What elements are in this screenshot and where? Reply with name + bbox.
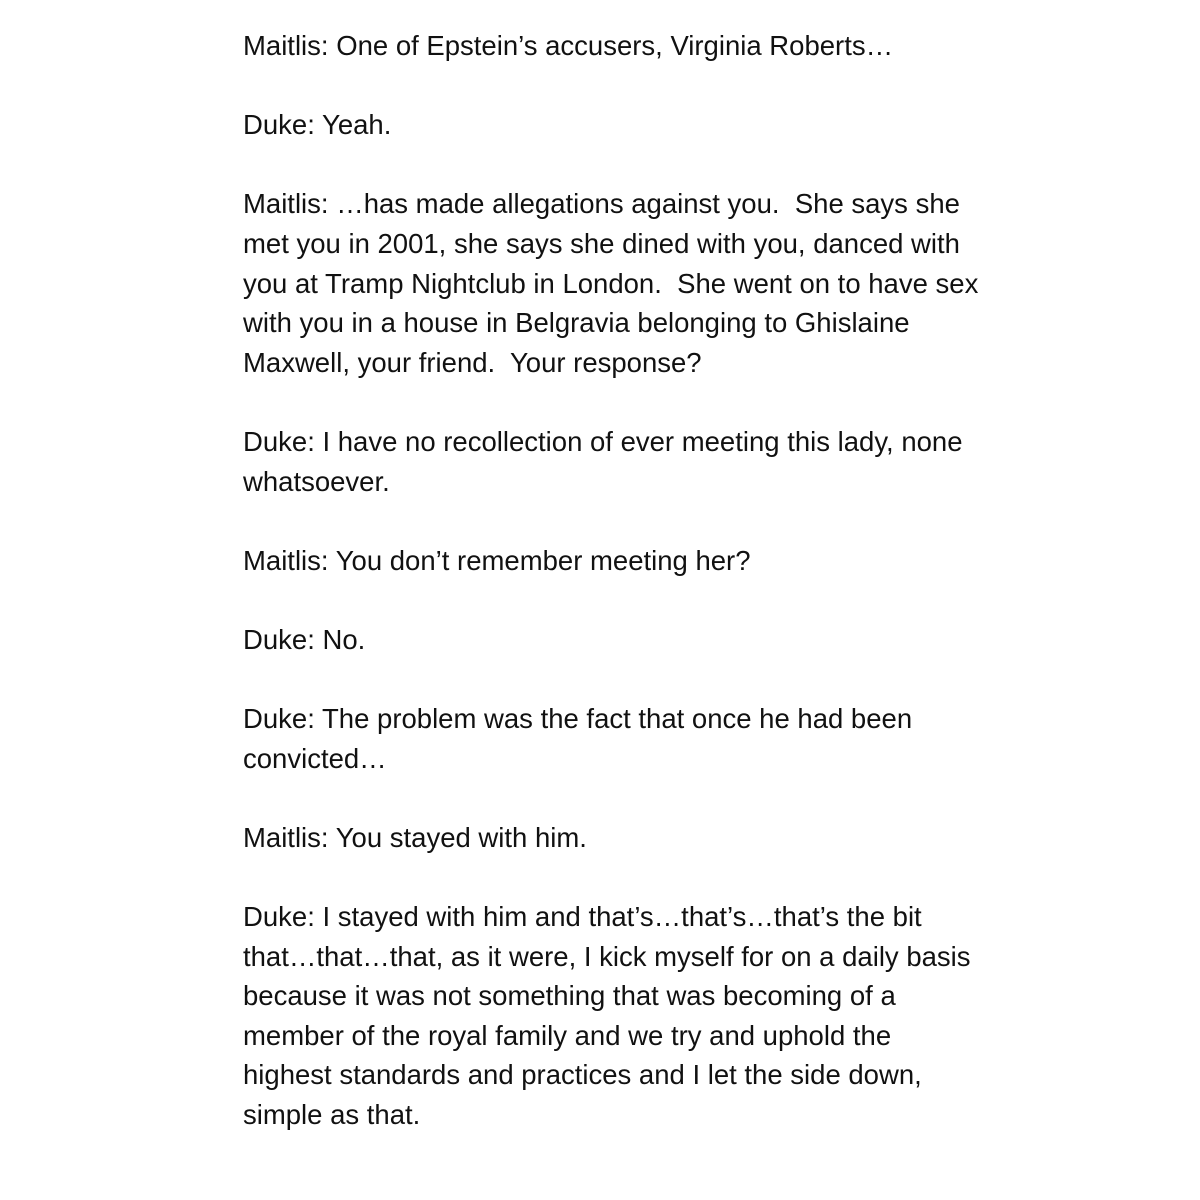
transcript-paragraph: Duke: I stayed with him and that’s…that’s…that’s the bit that…that…that, as it were, I kick myself for on a daily basis because it was not something that was becoming of a member of the royal family and we try and uphold the highest standards and practices and I let the side down, simple as that. bbox=[243, 901, 979, 1131]
transcript-paragraph: Maitlis: …has made allegations against you. She says she met you in 2001, she says she dined with you, danced with you at Tramp Nightclub in London. She went on to have sex with you in a house in Belgravia belonging to Ghislaine Maxwell, your friend. Your response? bbox=[243, 188, 986, 378]
spoken-text: I stayed with him and that’s…that’s…that’s the bit that…that…that, as it were, I kick myself for on a daily basis because it was not something that was becoming of a member of the royal family and we try and uphold the highest standards and practices and I let the side down, simple as that. bbox=[243, 901, 979, 1131]
spoken-text: The problem was the fact that once he had been convicted… bbox=[243, 703, 920, 774]
speaker-name: Duke bbox=[243, 109, 308, 141]
speaker-name: Duke bbox=[243, 623, 308, 655]
transcript-paragraph: Maitlis: You don’t remember meeting her? bbox=[243, 544, 751, 576]
speaker-name: Maitlis bbox=[243, 30, 321, 61]
speaker-name: Duke bbox=[243, 425, 308, 457]
transcript-paragraph: Maitlis: One of Epstein’s accusers, Virginia Roberts… bbox=[243, 30, 894, 61]
speaker-name: Maitlis bbox=[243, 188, 321, 220]
transcript-paragraph: Duke: The problem was the fact that once he had been convicted… bbox=[243, 703, 920, 774]
speaker-name: Duke bbox=[243, 901, 308, 933]
speaker-name: Maitlis bbox=[243, 544, 321, 576]
spoken-text: You don’t remember meeting her? bbox=[335, 544, 751, 576]
spoken-text: No. bbox=[322, 623, 366, 655]
spoken-text: You stayed with him. bbox=[335, 821, 587, 853]
spoken-text: One of Epstein’s accusers, Virginia Roberts… bbox=[336, 30, 894, 61]
transcript-paragraph: Duke: Yeah. bbox=[243, 109, 392, 141]
transcript-paragraph: Duke: I have no recollection of ever meeting this lady, none whatsoever. bbox=[243, 425, 971, 497]
spoken-text: Yeah. bbox=[322, 109, 392, 141]
transcript-paragraph: Duke: No. bbox=[243, 623, 366, 655]
spoken-text: …has made allegations against you. She says she met you in 2001, she says she dined with you, danced with you at Tramp Nightclub in London. She went on to have sex with you in a house in Belgravia belonging to Ghislaine Maxwell, your friend. Your response? bbox=[243, 188, 986, 378]
speaker-name: Maitlis bbox=[243, 821, 321, 853]
transcript-paragraph: Maitlis: You stayed with him. bbox=[243, 821, 587, 853]
speaker-name: Duke bbox=[243, 703, 308, 735]
spoken-text: I have no recollection of ever meeting this lady, none whatsoever. bbox=[243, 425, 971, 497]
transcript-document bbox=[243, 26, 986, 1135]
